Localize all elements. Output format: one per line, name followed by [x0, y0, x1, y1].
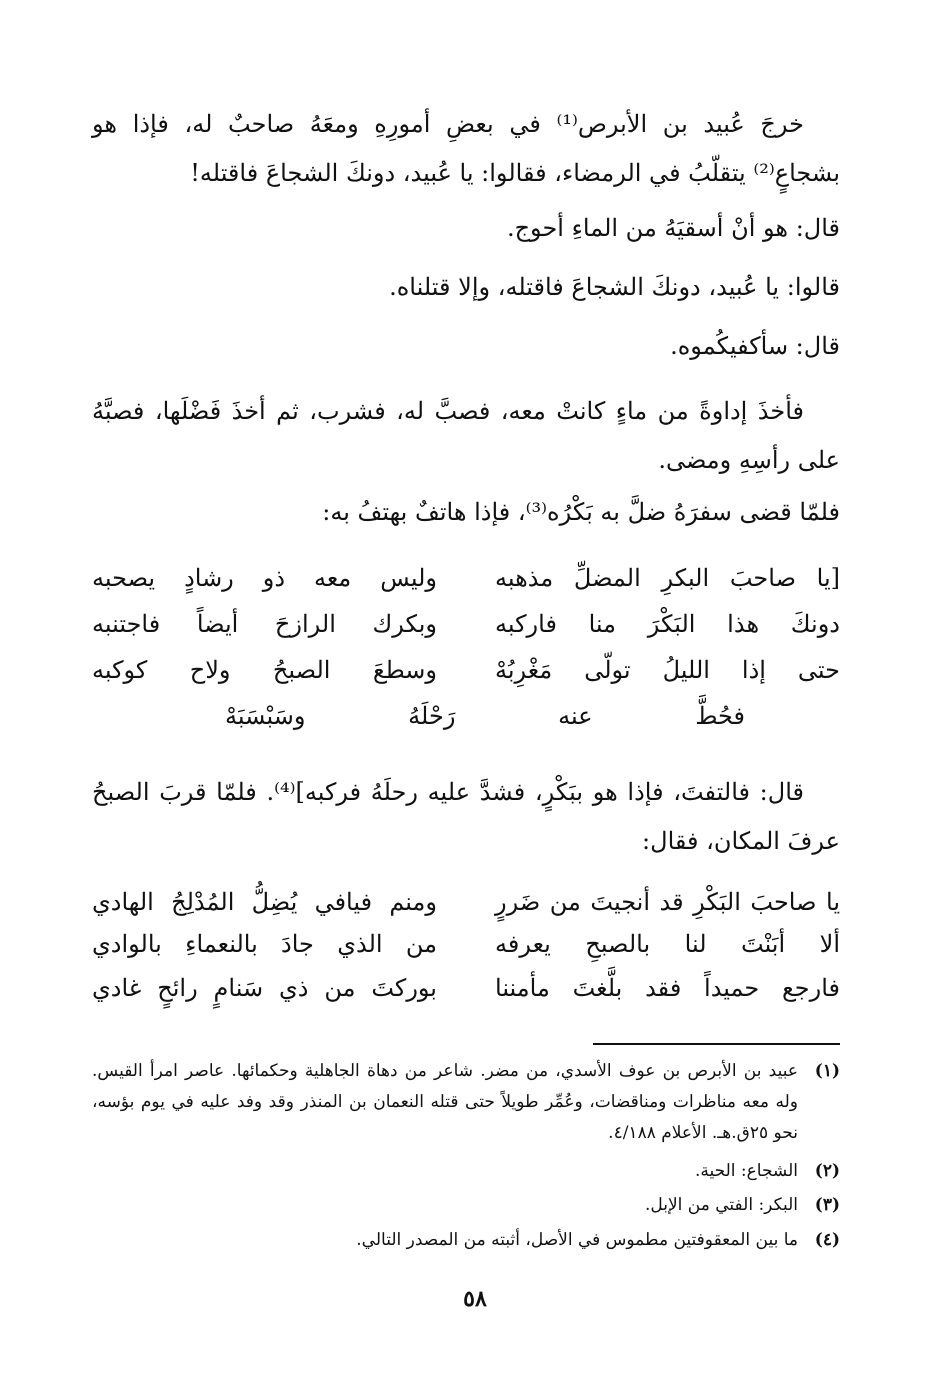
- verse-second-hemistich: ومنم فيافي يُضِلُّ المُدْلِجُ الهادي: [92, 888, 437, 916]
- paragraph-4: قال: سأكفيكُموه.: [670, 332, 840, 360]
- verse-second-hemistich: وسطعَ الصبحُ ولاح كوكبه: [92, 656, 437, 684]
- verse-row: [92, 602, 840, 646]
- verse-first-hemistich: دونكَ هذا البَكْرَ منا فاركبه: [495, 610, 840, 638]
- footnote-text: البكر: الفتي من الإبل.: [644, 1195, 798, 1215]
- verse-row: [92, 880, 840, 924]
- verse-row: [92, 966, 840, 1010]
- verse-first-hemistich: ألا أبَنْتَ لنا بالصبحِ يعرفه: [495, 930, 840, 958]
- footnote-separator: [593, 1043, 840, 1045]
- footnote: [92, 1225, 840, 1256]
- footnote-number: (٢): [814, 1161, 840, 1181]
- paragraph-3: قالوا: يا عُبيد، دونكَ الشجاعَ فاقتله، وإلا قتلناه.: [389, 273, 840, 301]
- verse-second-hemistich: من الذي جادَ بالنعماءِ بالوادي: [92, 930, 437, 958]
- verse-row: [92, 648, 840, 692]
- verse-second-hemistich: وليس معه ذو رشادٍ يصحبه: [92, 564, 437, 592]
- verse-first-hemistich: يا صاحبَ البَكْرِ قد أنجيتَ من ضَررٍ: [495, 888, 840, 916]
- verse-second-hemistich: وبكرك الرازحَ أيضاً فاجتنبه: [92, 610, 437, 638]
- paragraph-1: خرجَ عُبيد بن الأبرص⁽¹⁾ في بعضِ أمورِهِ ومعَهُ صاحبٌ له، فإذا هو بشجاعٍ⁽²⁾ يتقلّبُ في الرمضاء، فقالوا: يا عُبيد، دونكَ الشجاعَ فاقتله!: [92, 110, 840, 187]
- verse-row: [92, 556, 840, 600]
- verse-second-hemistich: بوركتَ من ذي سَنامٍ رائحٍ غادي: [92, 974, 437, 1002]
- paragraph-5: فأخذَ إداوةً من ماءٍ كانتْ معه، فصبَّ له، فشرب، ثم أخذَ فَضْلَها، فصبَّهُ على رأسِهِ ومضى.: [92, 397, 840, 474]
- verse-first-hemistich: [يا صاحبَ البكرِ المضلِّ مذهبه: [495, 564, 840, 592]
- paragraph-7: قال: فالتفتَ، فإذا هو ببَكْرٍ، فشدَّ عليه رحلَهُ فركبه]⁽⁴⁾. فلمّا قربَ الصبحُ عرفَ المكان، فقال:: [92, 778, 840, 855]
- footnote-text: عبيد بن الأبرص بن عوف الأسدي، من مضر. شاعر من دهاة الجاهلية وحكمائها. عاصر امرأ القيس. وله معه مناظرات ومناقضات، وعُمِّر طويلاً حتى قتله النعمان بن المنذر وقد وفد عليه في يوم بؤسه، نحو ٢٥ق.هـ. الأعلام ٤/١٨٨.: [92, 1061, 798, 1143]
- paragraph-2: قال: هو أنْ أسقيَهُ من الماءِ أحوج.: [506, 214, 840, 242]
- page-number: ٥٨: [463, 1286, 487, 1312]
- footnote: [92, 1056, 840, 1149]
- footnote-text: الشجاع: الحية.: [694, 1161, 798, 1181]
- footnote: [92, 1156, 840, 1187]
- footnote-text: ما بين المعقوفتين مطموس في الأصل، أثبته من المصدر التالي.: [356, 1230, 798, 1250]
- paragraph-6: فلمّا قضى سفرَهُ ضلَّ به بَكْرُه⁽³⁾، فإذا هاتفٌ بهتفُ به:: [322, 498, 840, 526]
- verse-first-hemistich: فارجع حميداً فقد بلَّغتَ مأمننا: [495, 974, 840, 1002]
- verse-first-hemistich: حتى إذا الليلُ تولّى مَغْرِبُهْ: [495, 656, 840, 684]
- verse-final-line: فحُطَّ عنه رَحْلَهُ وسَبْسَبَهْ: [225, 702, 745, 730]
- footnote-number: (٤): [814, 1230, 840, 1250]
- footnote: [92, 1190, 840, 1221]
- verse-row: [92, 922, 840, 966]
- footnote-number: (١): [814, 1061, 840, 1081]
- footnote-number: (٣): [814, 1195, 840, 1215]
